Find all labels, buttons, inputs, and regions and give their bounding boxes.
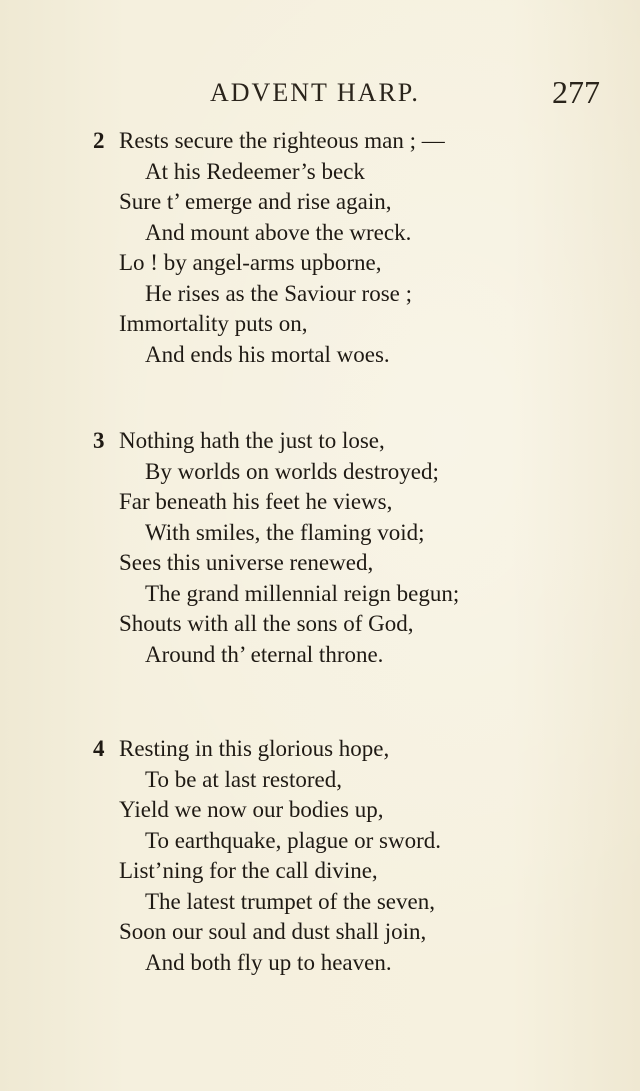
- verse-line-text: The latest trumpet of the seven,: [145, 888, 435, 914]
- verse-line-text: Soon our soul and dust shall join,: [119, 919, 427, 944]
- verse-line-text: Far beneath his feet he views,: [119, 489, 393, 514]
- verse-line: [0, 157, 640, 188]
- verse-line-text: And mount above the wreck.: [145, 219, 412, 245]
- verse-line-text: Nothing hath the just to lose,: [119, 428, 385, 453]
- verse-line-text: Sure t’ emerge and rise again,: [119, 189, 392, 214]
- verse-line-text: And ends his mortal woes.: [145, 341, 390, 367]
- verse-line-text: Rests secure the righteous man ; —: [119, 128, 445, 153]
- stanza-number: 2: [93, 128, 105, 153]
- verse-line: [0, 487, 640, 518]
- verse-line-text: Sees this universe renewed,: [119, 550, 374, 575]
- verse-line: [0, 579, 640, 610]
- verse-line: [0, 309, 640, 340]
- stanza: [0, 426, 640, 670]
- verse-line-text: Immortality puts on,: [119, 311, 308, 336]
- verse-line: [0, 609, 640, 640]
- verse-line-text: Resting in this glorious hope,: [119, 736, 390, 761]
- verse-line-text: Lo ! by angel-arms upborne,: [119, 250, 382, 275]
- verse-line-text: Shouts with all the sons of God,: [119, 611, 414, 636]
- verse-line-text: By worlds on worlds destroyed;: [145, 458, 439, 484]
- verse-line: [0, 187, 640, 218]
- verse-line-text: Yield we now our bodies up,: [119, 797, 384, 822]
- verse-line: [0, 340, 640, 371]
- verse-line-text: He rises as the Saviour rose ;: [145, 280, 412, 306]
- verse-line: [0, 948, 640, 979]
- verse-line-text: With smiles, the flaming void;: [145, 519, 425, 545]
- verse-line: [0, 856, 640, 887]
- verse-line-text: List’ning for the call divine,: [119, 858, 378, 883]
- verse-line: [0, 518, 640, 549]
- verse-line: [0, 734, 640, 765]
- verse-line: [0, 126, 640, 157]
- stanza-number: 3: [93, 428, 105, 453]
- verse-line: [0, 917, 640, 948]
- verse-line: [0, 640, 640, 671]
- verse-line-text: And both fly up to heaven.: [145, 949, 392, 975]
- verse-line: [0, 279, 640, 310]
- verse-line: [0, 457, 640, 488]
- verse-line: [0, 887, 640, 918]
- stanza-number: 4: [93, 736, 105, 761]
- verse-line-text: Around th’ eternal throne.: [145, 641, 384, 667]
- page-number: 277: [552, 74, 600, 110]
- running-title: ADVENT HARP.: [210, 78, 420, 107]
- verse-line-text: At his Redeemer’s beck: [145, 158, 365, 184]
- page-header: [0, 74, 640, 118]
- verse-line: [0, 248, 640, 279]
- verse-line-text: The grand millennial reign begun;: [145, 580, 460, 606]
- stanza: [0, 734, 640, 978]
- stanza: [0, 126, 640, 370]
- verse-line-text: To earthquake, plague or sword.: [145, 827, 442, 853]
- verse-line: [0, 426, 640, 457]
- verse-line: [0, 548, 640, 579]
- verse-line: [0, 826, 640, 857]
- verse-line: [0, 765, 640, 796]
- verse-line-text: To be at last restored,: [145, 766, 343, 792]
- verse-line: [0, 795, 640, 826]
- verse-line: [0, 218, 640, 249]
